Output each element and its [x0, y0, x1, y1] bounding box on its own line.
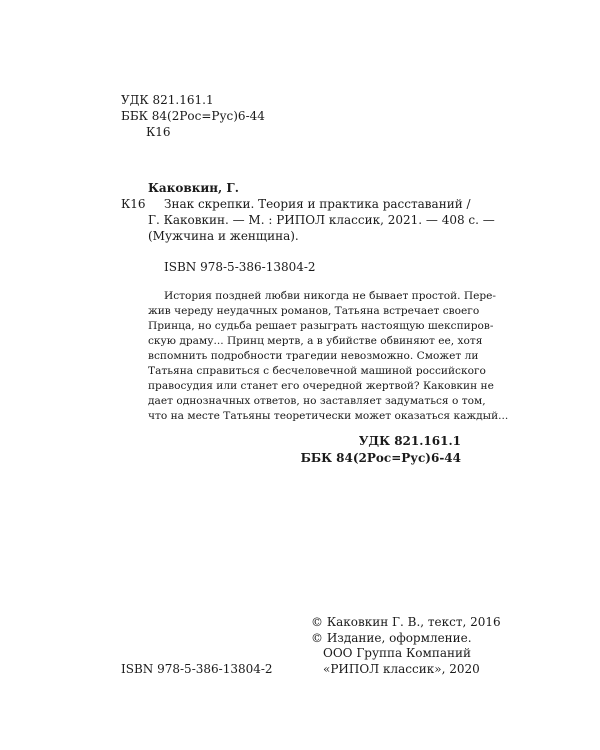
annotation-line: Татьяна справиться с бесчеловечной машиной российского: [148, 365, 486, 377]
annotation-line: дает однозначных ответов, но заставляет задуматься о том,: [148, 395, 486, 407]
record-line: Г. Каковкин. — М. : РИПОЛ классик, 2021. — 408 с. —: [148, 213, 495, 227]
annotation-line: жив череду неудачных романов, Татьяна встречает своего: [148, 305, 480, 317]
classification-bbk: ББК 84(2Рос=Рус)6-44: [300, 451, 461, 465]
copyright-line: «РИПОЛ классик», 2020: [323, 662, 480, 676]
record-line: Знак скрепки. Теория и практика расставаний /: [164, 197, 471, 211]
footer-isbn: ISBN 978-5-386-13804-2: [121, 662, 273, 676]
annotation-line: правосудия или станет его очередной жертвой? Каковкин не: [148, 380, 494, 392]
annotation-line: что на месте Татьяны теоретически может оказаться каждый...: [148, 410, 509, 422]
annotation-line: вспомнить подробности трагедии невозможно. Сможет ли: [148, 350, 479, 362]
header-bbk: ББК 84(2Рос=Рус)6-44: [121, 109, 265, 123]
copyright-line: © Каковкин Г. В., текст, 2016: [311, 615, 501, 629]
record-author: Каковкин, Г.: [148, 181, 239, 195]
copyright-line: ООО Группа Компаний: [323, 646, 471, 660]
record-line: (Мужчина и женщина).: [148, 229, 299, 243]
record-code: К16: [121, 197, 146, 211]
header-udk: УДК 821.161.1: [121, 93, 214, 107]
record-isbn: ISBN 978-5-386-13804-2: [164, 260, 316, 274]
header-code: К16: [146, 125, 171, 139]
annotation-line: История поздней любви никогда не бывает простой. Пере-: [164, 290, 497, 302]
copyright-line: © Издание, оформление.: [311, 631, 472, 645]
annotation-line: скую драму... Принц мертв, а в убийстве обвиняют ее, хотя: [148, 335, 483, 347]
classification-udk: УДК 821.161.1: [358, 434, 461, 448]
annotation-line: Принца, но судьба решает разыграть настоящую шекспиров-: [148, 320, 494, 332]
